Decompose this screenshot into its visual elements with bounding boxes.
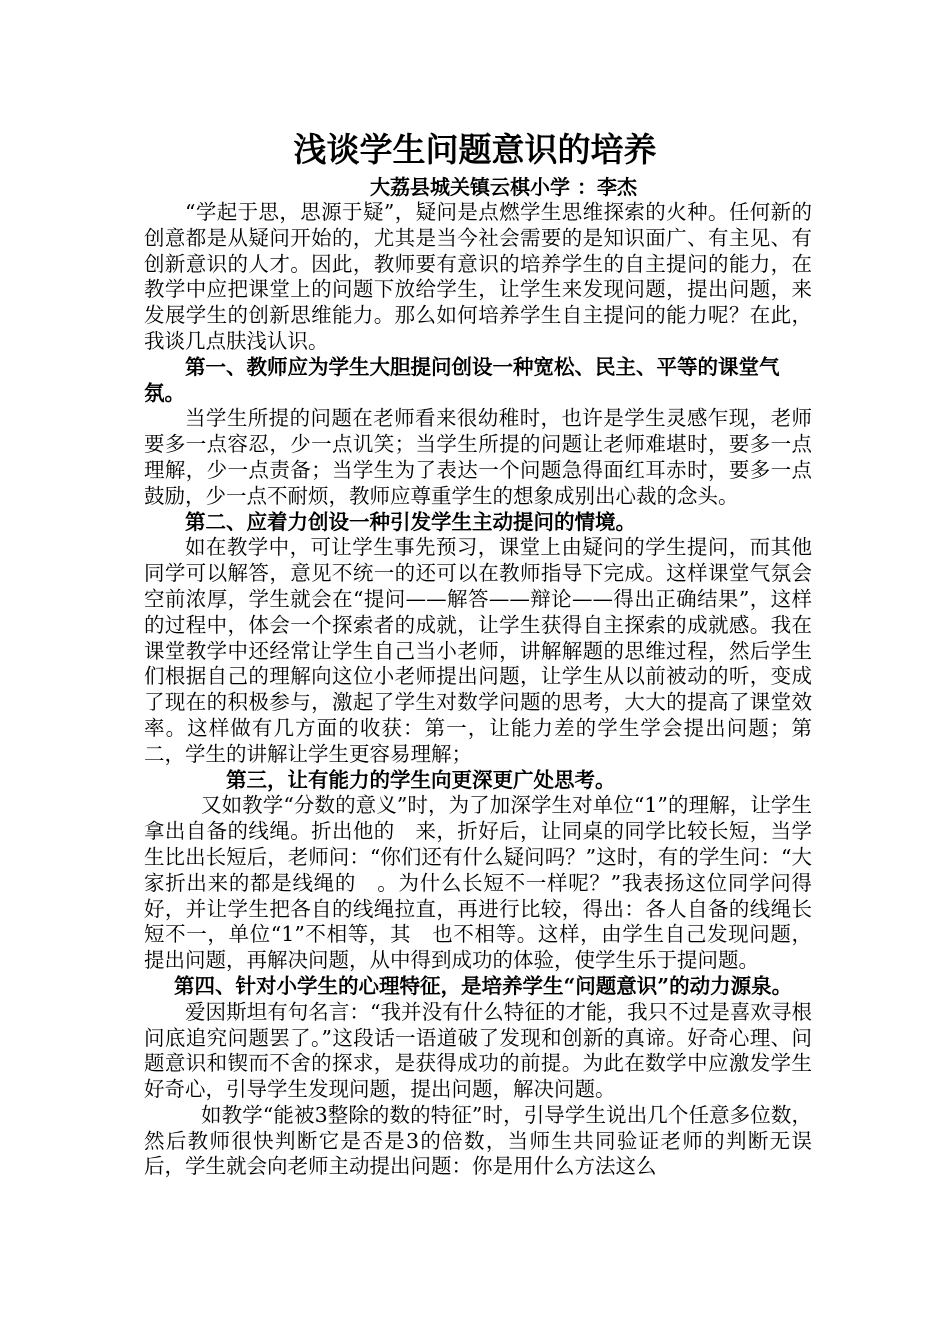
body-paragraph: 当学生所提的问题在老师看来很幼稚时，也许是学生灵感乍现，老师要多一点容忍，少一点讥笑；当学生所提的问题让老师难堪时，要多一点理解，少一点责备；当学生为了表达一个问题急得面红耳赤时，要多一点鼓励，少一点不耐烦，教师应尊重学生的想象成别出心裁的念头。 bbox=[144, 406, 812, 508]
intro-paragraph: “学起于思，思源于疑”，疑问是点燃学生思维探索的火种。任何新的创意都是从疑问开始的，尤其是当今社会需要的是知识面广、有主见、有创新意识的人才。因此，教师要有意识的培养学生的自主提问的能力，在教学中应把课堂上的问题下放给学生，让学生来发现问题，提出问题，来发展学生的创新思维能力。那么如何培养学生自主提问的能力呢？在此，我谈几点肤浅认识。 bbox=[144, 200, 812, 353]
section-heading-4: 第四、针对小学生的心理特征，是培养学生“问题意识”的动力源泉。 bbox=[174, 973, 793, 998]
document-body bbox=[144, 200, 812, 1180]
section-heading-1: 第一、教师应为学生大胆提问创设一种宽松、民主、平等的课堂气氛。 bbox=[144, 354, 780, 405]
body-paragraph: 如在教学中，可让学生事先预习，课堂上由疑问的学生提问，而其他同学可以解答，意见不统一的还可以在教师指导下完成。这样课堂气氛会空前浓厚，学生就会在“提问——解答——辩论——得出正确结果”，这样的过程中，体会一个探索者的成就，让学生获得自主探索的成就感。我在课堂教学中还经常让学生自己当小老师，讲解解题的思维过程，然后学生们根据自己的理解向这位小老师提出问题，让学生从以前被动的听，变成了现在的积极参与，激起了学生对数学问题的思考，大大的提高了课堂效率。这样做有几方面的收获：第一，让能力差的学生学会提出问题；第二，学生的讲解让学生更容易理解； bbox=[144, 535, 812, 766]
body-paragraph: 如教学“能被3整除的数的特征”时，引导学生说出几个任意多位数，然后教师很快判断它是否是3的倍数，当师生共同验证老师的判断无误后，学生就会向老师主动提出问题：你是用什么方法这么 bbox=[144, 1102, 812, 1179]
document-title: 浅谈学生问题意识的培养 bbox=[293, 130, 657, 169]
section-heading-3: 第三，让有能力的学生向更深更广处思考。 bbox=[226, 767, 616, 792]
section-heading-2: 第二、应着力创设一种引发学生主动提问的情境。 bbox=[185, 509, 636, 534]
body-paragraph: 又如教学“分数的意义”时，为了加深学生对单位“1”的理解，让学生拿出自备的线绳。折出他的 来，折好后，让同桌的同学比较长短，当学生比出长短后，老师问：“你们还有什么疑问吗？”这时，有的学生问：“大家折出来的都是线绳的 。为什么长短不一样呢？”我表扬这位同学问得好，并让学生把各自的线绳拉直，再进行比较，得出：各人自备的线绳长短不一，单位“1”不相等，其 也不相等。这样，由学生自己发现问题，提出问题，再解决问题，从中得到成功的体验，使学生乐于提问题。 bbox=[144, 793, 812, 973]
author-line: 大荔县城关镇云棋小学 ：李杰 bbox=[370, 175, 637, 199]
body-paragraph: 爱因斯坦有句名言：“我并没有什么特征的才能，我只不过是喜欢寻根问底追究问题罢了。”这段话一语道破了发现和创新的真谛。好奇心理、问题意识和锲而不舍的探求，是获得成功的前提。为此在数学中应激发学生好奇心，引导学生发现问题，提出问题，解决问题。 bbox=[144, 999, 812, 1102]
